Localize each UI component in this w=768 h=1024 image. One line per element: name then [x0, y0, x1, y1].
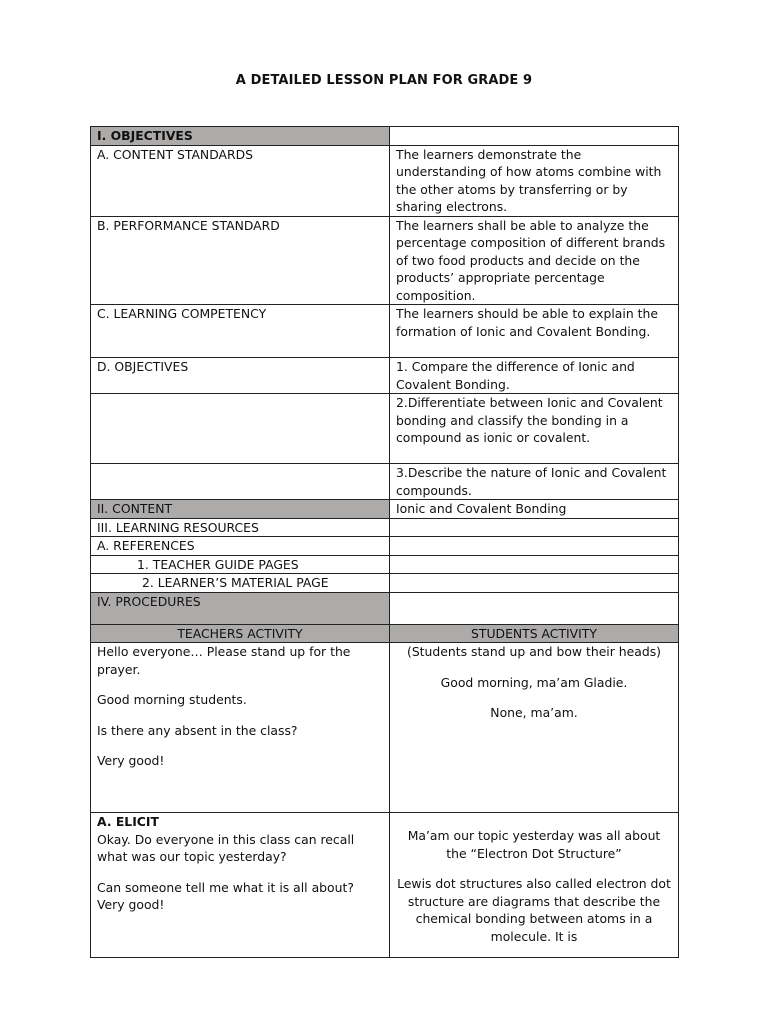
- learner-material-empty: [390, 574, 679, 593]
- learning-resources-row: [91, 518, 679, 537]
- teacher-guide-empty: [390, 555, 679, 574]
- content-row: [91, 500, 679, 519]
- student-greeting-cell: [390, 643, 679, 813]
- objective-2: 2.Differentiate between Ionic and Covalent bonding and classify the bonding in a compound as ionic or covalent.: [390, 394, 679, 464]
- student-line-2: Good morning, ma’am Gladie.: [440, 674, 628, 690]
- learning-resources-empty: [390, 518, 679, 537]
- teacher-guide-row: [91, 555, 679, 574]
- elicit-teacher-line-2: Can someone tell me what it is all about?: [97, 879, 354, 895]
- procedures-row: [91, 592, 679, 624]
- learning-competency-label: C. LEARNING COMPETENCY: [91, 305, 390, 358]
- lesson-plan-table: [90, 126, 679, 958]
- learning-competency-text: The learners should be able to explain the formation of Ionic and Covalent Bonding.: [390, 305, 679, 358]
- teacher-line-2: Good morning students.: [97, 692, 247, 707]
- elicit-student-line-1: Ma’am our topic yesterday was all about the “Electron Dot Structure”: [407, 828, 661, 861]
- student-line-1: (Students stand up and bow their heads): [406, 644, 662, 659]
- objective-1: 1. Compare the difference of Ionic and Covalent Bonding.: [390, 358, 679, 394]
- references-row: [91, 537, 679, 556]
- content-standards-row: [91, 145, 679, 216]
- elicit-label: A. ELICIT: [97, 814, 159, 829]
- teacher-greeting-cell: [91, 643, 390, 813]
- objectives-heading-empty: [390, 127, 679, 146]
- elicit-teacher-line-1: Okay. Do everyone in this class can recall what was our topic yesterday?: [97, 831, 355, 864]
- learner-material-row: [91, 574, 679, 593]
- references-empty: [390, 537, 679, 556]
- teacher-line-3: Is there any absent in the class?: [97, 722, 298, 738]
- objective-3: 3.Describe the nature of Ionic and Covalent compounds.: [390, 464, 679, 500]
- learning-resources-label: III. LEARNING RESOURCES: [91, 518, 390, 537]
- elicit-row: [91, 813, 679, 958]
- teacher-elicit-cell: [91, 813, 390, 958]
- objectives-empty-2: [91, 394, 390, 464]
- content-standards-label: A. CONTENT STANDARDS: [91, 145, 390, 216]
- student-line-3: None, ma’am.: [490, 705, 578, 720]
- objectives-label: D. OBJECTIVES: [91, 358, 390, 394]
- performance-standard-row: [91, 216, 679, 305]
- objectives-row-2: [91, 394, 679, 464]
- objectives-empty-3: [91, 464, 390, 500]
- performance-standard-text: The learners shall be able to analyze the percentage composition of different brands of two food products and decide on the products’ appropriate percentage composition.: [390, 216, 679, 305]
- objectives-heading-row: [91, 127, 679, 146]
- students-activity-header: STUDENTS ACTIVITY: [390, 624, 679, 643]
- objectives-row-3: [91, 464, 679, 500]
- content-label: II. CONTENT: [91, 500, 390, 519]
- references-label: A. REFERENCES: [91, 537, 390, 556]
- document-title: A DETAILED LESSON PLAN FOR GRADE 9: [235, 73, 533, 88]
- greeting-row: [91, 643, 679, 813]
- elicit-student-line-2: Lewis dot structures also called electron dot structure are diagrams that describe the chemical bonding between atoms in a molecule. It is: [397, 876, 671, 944]
- content-text: Ionic and Covalent Bonding: [390, 500, 679, 519]
- objectives-row-1: [91, 358, 679, 394]
- activity-header-row: [91, 624, 679, 643]
- procedures-label: IV. PROCEDURES: [91, 592, 390, 624]
- content-standards-text: The learners demonstrate the understanding of how atoms combine with the other atoms by transferring or by sharing electrons.: [390, 145, 679, 216]
- procedures-empty: [390, 592, 679, 624]
- objectives-heading: I. OBJECTIVES: [91, 127, 390, 146]
- teachers-activity-header: TEACHERS ACTIVITY: [91, 624, 390, 643]
- performance-standard-label: B. PERFORMANCE STANDARD: [91, 216, 390, 305]
- teacher-guide-label: 1. TEACHER GUIDE PAGES: [91, 555, 390, 574]
- learning-competency-row: [91, 305, 679, 358]
- teacher-line-1: Hello everyone… Please stand up for the prayer.: [97, 644, 351, 677]
- elicit-teacher-line-3: Very good!: [97, 897, 165, 912]
- learner-material-label: 2. LEARNER’S MATERIAL PAGE: [91, 574, 390, 593]
- student-elicit-cell: [390, 813, 679, 958]
- teacher-line-4: Very good!: [97, 753, 165, 768]
